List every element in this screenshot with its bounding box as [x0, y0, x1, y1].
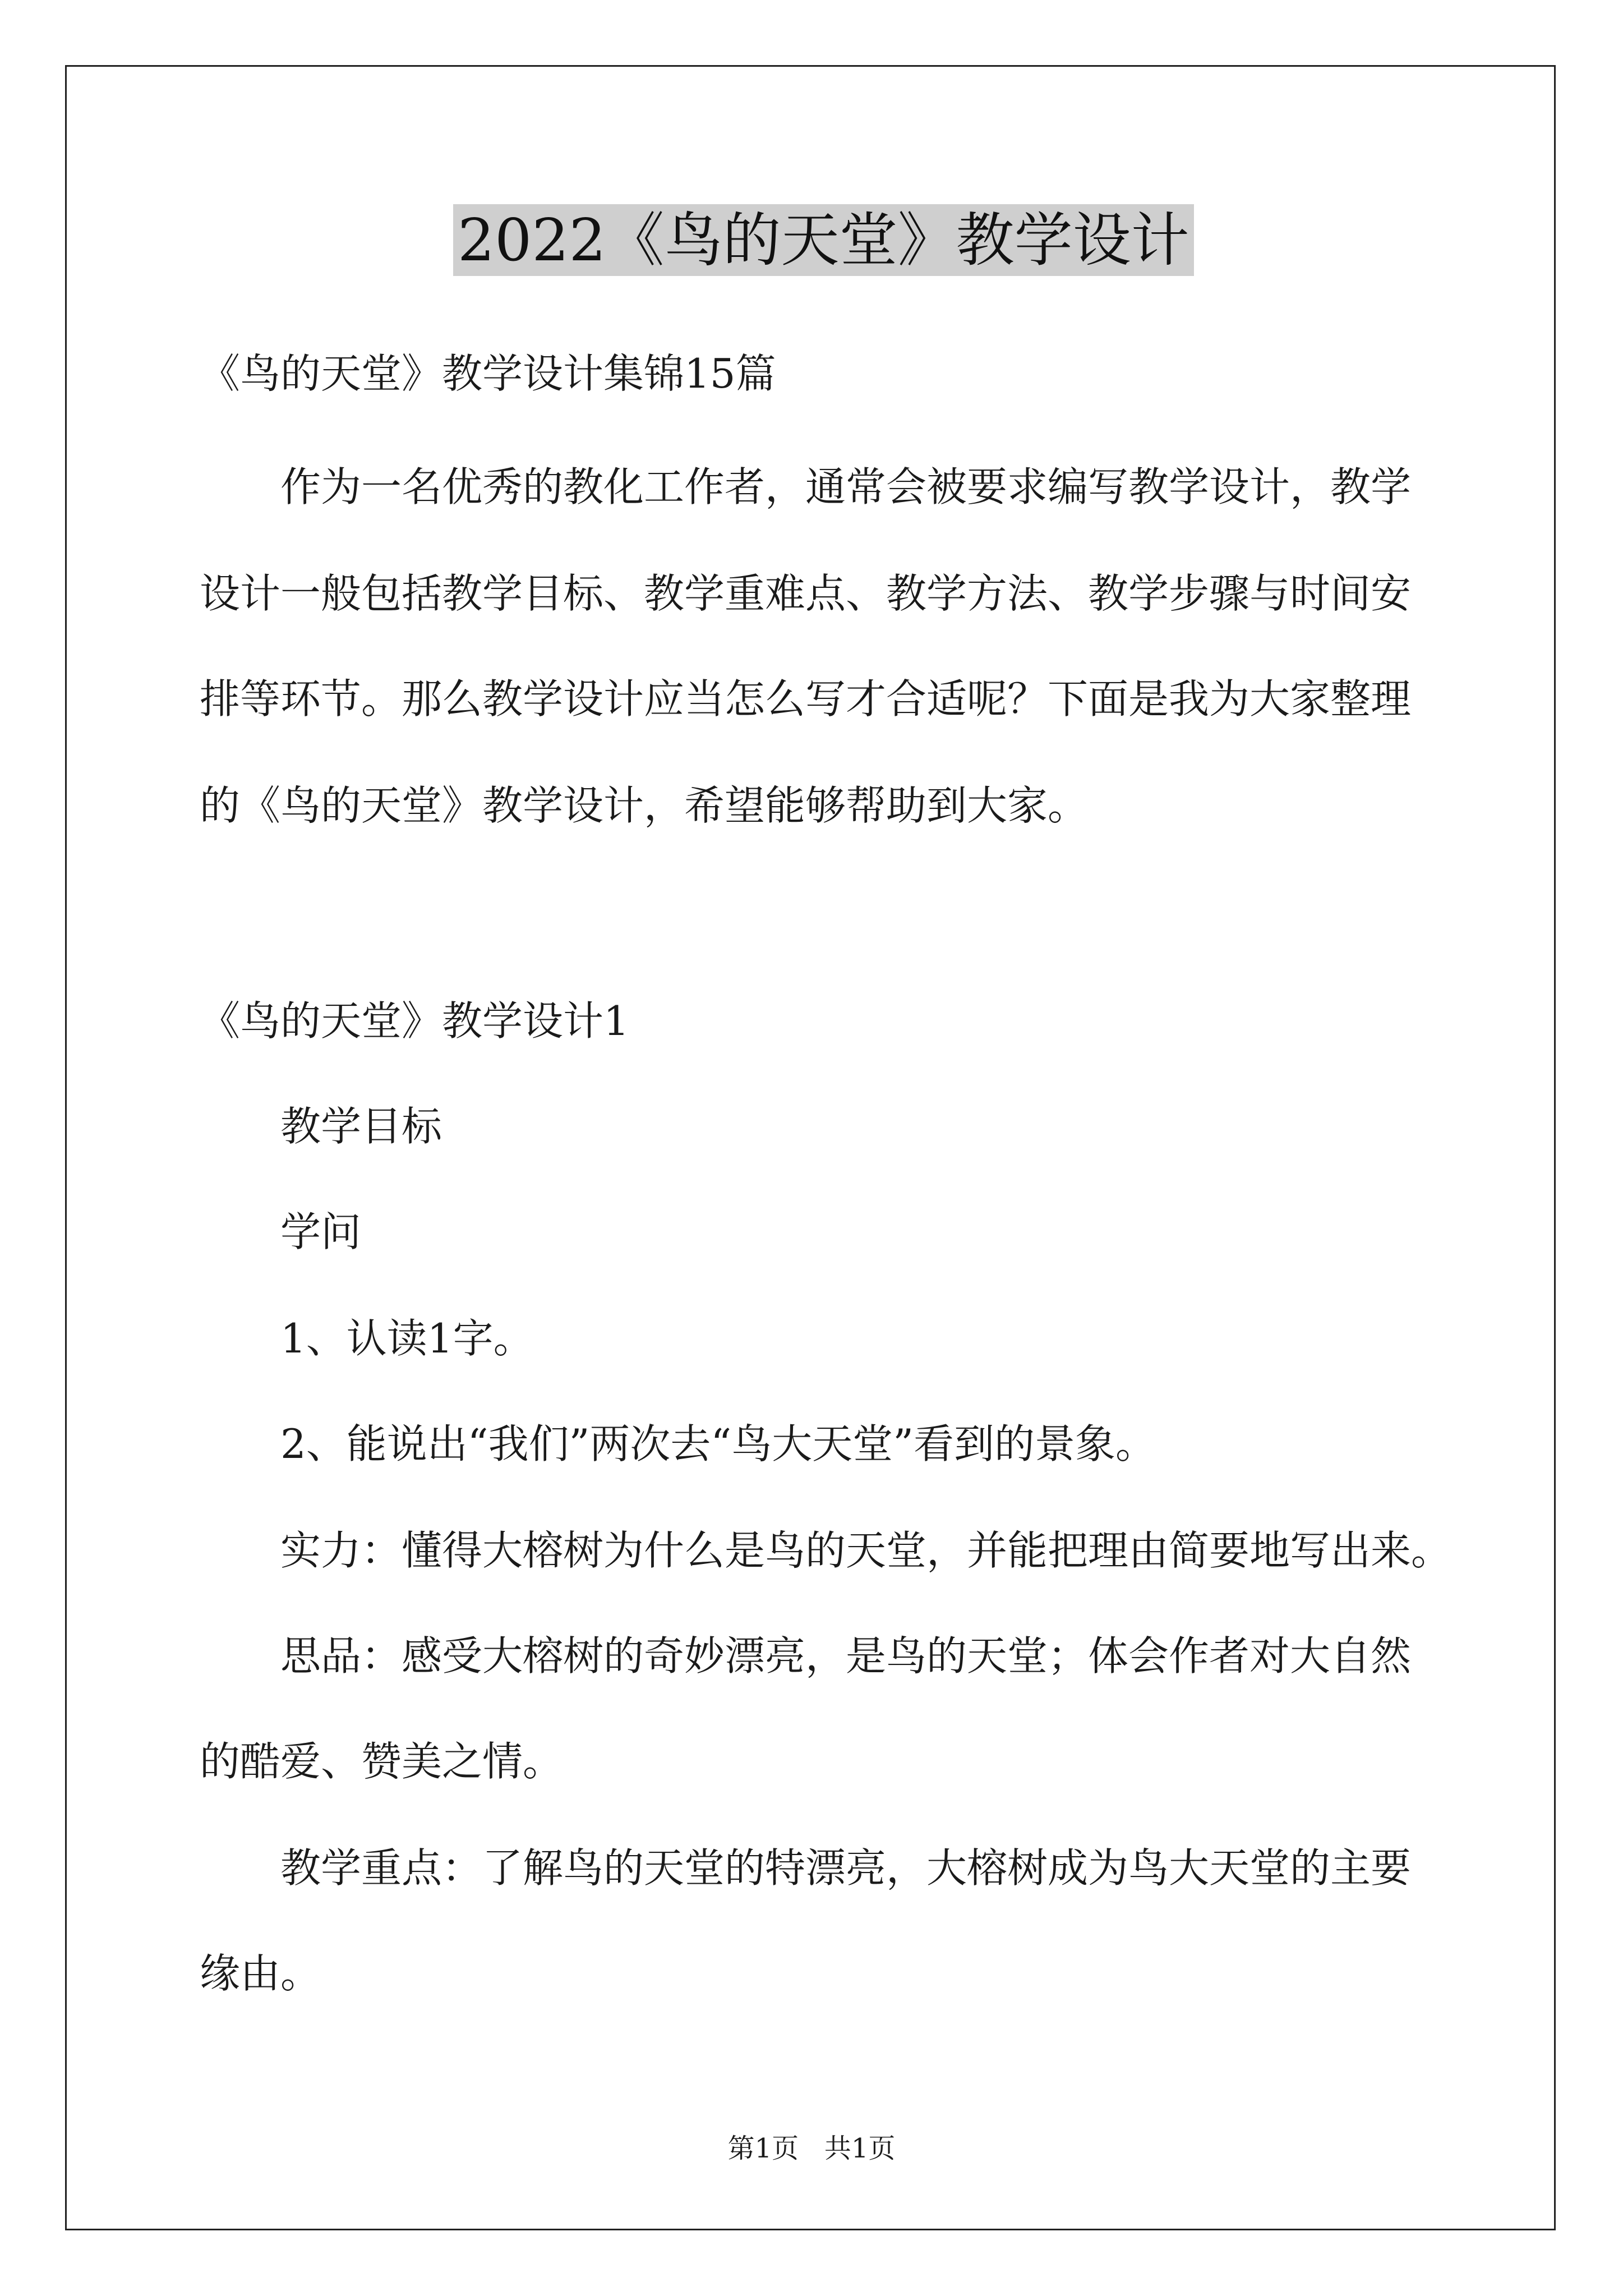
body-paragraph-line: 教学重点：了解鸟的天堂的特漂亮，大榕树成为鸟大天堂的主要: [280, 1844, 1412, 1892]
page-footer: 第1页 共1页: [727, 2133, 896, 2164]
list-item: 1、认读1字。: [280, 1315, 534, 1362]
document-title: 2022《鸟的天堂》教学设计: [453, 204, 1194, 276]
body-paragraph-line: 实力：懂得大榕树为什么是鸟的天堂，并能把理由简要地写出来。: [280, 1527, 1452, 1574]
section-heading: 《鸟的天堂》教学设计1: [200, 997, 629, 1045]
intro-paragraph-line: 设计一般包括教学目标、教学重难点、教学方法、教学步骤与时间安: [200, 570, 1412, 617]
subtitle-line: 《鸟的天堂》教学设计集锦15篇: [200, 350, 776, 397]
intro-paragraph-line: 排等环节。那么教学设计应当怎么写才合适呢？下面是我为大家整理: [200, 675, 1412, 723]
intro-paragraph-line: 的《鸟的天堂》教学设计，希望能够帮助到大家。: [200, 782, 1089, 829]
body-paragraph-line: 思品：感受大榕树的奇妙漂亮，是鸟的天堂；体会作者对大自然: [280, 1632, 1412, 1680]
body-paragraph-line: 的酷爱、赞美之情。: [200, 1738, 564, 1785]
subsection-heading: 学问: [280, 1208, 362, 1255]
intro-paragraph-line: 作为一名优秀的教化工作者，通常会被要求编写教学设计，教学: [280, 463, 1412, 510]
list-item: 2、能说出“我们”两次去“鸟大天堂”看到的景象。: [280, 1420, 1156, 1467]
subsection-heading: 教学目标: [280, 1103, 442, 1150]
body-paragraph-line: 缘由。: [200, 1950, 321, 1997]
